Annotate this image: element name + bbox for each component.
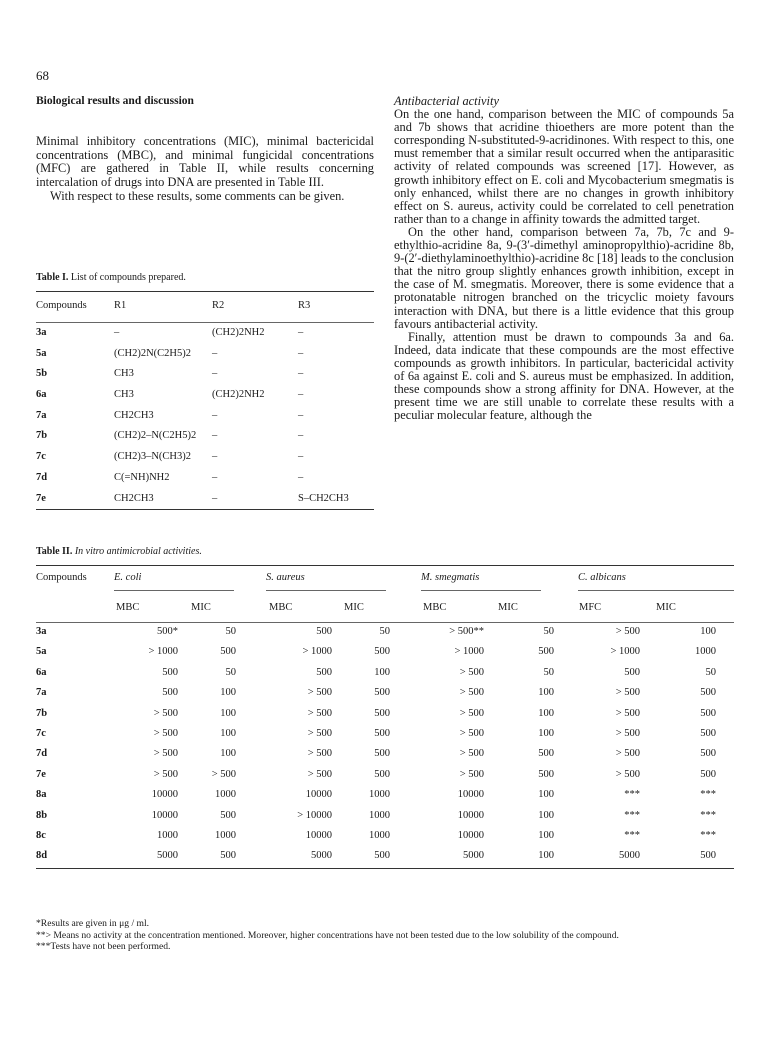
mbc-value: 500* (157, 626, 178, 637)
right-paragraph-3: Finally, attention must be drawn to compounds 3a and 6a. Indeed, data indicate that these compounds are the most effective compounds as growth inhibitors. In particular, bactericidal activity of 6a against E. coli and S. aureus must be emphasized. In addition, these compounds show a strong affinity for DNA. However, at the present time we are still unable to correlate these results with a peculiar molecular feature, although the (394, 329, 734, 423)
compound-id: 8c (36, 829, 46, 841)
table-row (36, 323, 374, 344)
mic-value: > 500 (211, 768, 236, 780)
table-row (36, 489, 374, 510)
mbc-value: > 500 (459, 768, 484, 780)
substituent-cell: – (212, 451, 218, 463)
mbc-value: 500 (162, 687, 178, 699)
column-header: MIC (191, 602, 211, 613)
mbc-value: 10000 (457, 809, 484, 821)
substituent-cell: – (212, 471, 218, 483)
mbc-value: 500 (316, 626, 332, 637)
mbc-value: 5000 (619, 850, 640, 862)
organism-header: M. smegmatis (421, 572, 480, 583)
table-row (36, 705, 734, 725)
left-paragraph-2: With respect to these results, some comments can be given. (50, 188, 345, 203)
substituent-cell: C(=NH)NH2 (114, 471, 170, 483)
substituent-cell: (CH2)2N(C2H5)2 (114, 347, 191, 359)
mic-value: 100 (538, 789, 554, 801)
table-2-group-header (36, 566, 734, 596)
mic-value: 500 (700, 707, 716, 719)
compound-id: 7b (36, 707, 48, 719)
compound-id: 8b (36, 809, 48, 821)
substituent-cell: – (298, 368, 304, 380)
substituent-cell: – (298, 451, 304, 463)
table-row (36, 643, 734, 663)
mbc-value: > 1000 (610, 646, 640, 658)
mic-value: 500 (374, 707, 390, 719)
substituent-cell: – (114, 327, 120, 338)
table-row (36, 364, 374, 385)
column-header: MIC (344, 602, 364, 613)
substituent-cell: – (298, 471, 304, 483)
mic-value: 100 (538, 809, 554, 821)
compound-id: 8d (36, 850, 48, 862)
mbc-value: > 500** (449, 626, 484, 637)
compound-id: 6a (36, 389, 47, 401)
substituent-cell: – (298, 327, 304, 338)
mic-value: 50 (543, 666, 554, 678)
left-paragraph-1: Minimal inhibitory concentrations (MIC), minimal bactericidal concentrations (MBC), and minimal fungicidal concentrations (MFC) are gathered in Table II, while results concerning intercalation of drugs into DNA are presented in Table III. (36, 133, 374, 190)
mic-value: *** (700, 809, 716, 821)
mbc-value: 10000 (305, 789, 332, 801)
page-number: 68 (36, 68, 49, 83)
mic-value: 100 (374, 666, 390, 678)
footnote: ***Tests have not been performed. (36, 941, 171, 952)
compound-id: 7a (36, 687, 47, 699)
mic-value: 50 (225, 666, 236, 678)
mbc-value: > 500 (307, 768, 332, 780)
column-header: MBC (423, 602, 447, 613)
compound-id: 8a (36, 789, 47, 801)
compound-id: 7e (36, 492, 46, 504)
table-row (36, 426, 374, 447)
mbc-value: 500 (316, 666, 332, 678)
mbc-value: > 500 (459, 707, 484, 719)
column-header: MIC (656, 602, 676, 613)
mic-value: 1000 (369, 789, 390, 801)
column-header: R3 (298, 300, 311, 311)
section-heading: Biological results and discussion (36, 95, 194, 107)
substituent-cell: (CH2)2–N(C2H5)2 (114, 430, 197, 442)
table-1 (36, 272, 374, 510)
substituent-cell: CH2CH3 (114, 409, 154, 421)
right-paragraph-1: On the one hand, comparison between the MIC of compounds 5a and 7b shows that acridine thioethers are more potent than the corresponding N-substituted-9-acridinones. With respect to this, one must remember that a similar result occurred when the antiparasitic activity of related compounds was screened [17]. However, as growth inhibitory effect on E. coli and Mycobacterium smegmatis is only enhanced, whilst there are no changes in growth inhibitory effect on S. aureus, activity could be correlated to cell penetration rather than to a change in affinity towards the admitted target. (394, 107, 734, 226)
substituent-cell: (CH2)2NH2 (212, 389, 265, 401)
mbc-value: > 500 (615, 687, 640, 699)
substituent-cell: – (212, 409, 218, 421)
compound-id: 6a (36, 666, 47, 678)
compound-id: 7c (36, 727, 46, 739)
mic-value: 500 (374, 687, 390, 699)
mic-value: 1000 (215, 829, 236, 841)
mic-value: 100 (220, 687, 236, 699)
table-1-caption: Table I. List of compounds prepared. (36, 272, 186, 283)
column-header: Compounds (36, 300, 87, 311)
mic-value: 100 (538, 727, 554, 739)
table-row (36, 684, 734, 704)
column-header: MBC (269, 602, 293, 613)
substituent-cell: (CH2)2NH2 (212, 327, 265, 338)
mbc-value: > 500 (615, 626, 640, 637)
mbc-value: > 500 (153, 727, 178, 739)
mbc-value: > 10000 (297, 809, 332, 821)
table-2-caption: Table II. In vitro antimicrobial activities. (36, 546, 202, 557)
mic-value: 500 (374, 850, 390, 862)
compound-id: 5a (36, 646, 47, 658)
compound-id: 7d (36, 748, 48, 760)
left-column (36, 95, 374, 204)
compound-id: 3a (36, 626, 47, 637)
mic-value: 100 (700, 626, 716, 637)
mic-value: 500 (700, 768, 716, 780)
substituent-cell: – (298, 389, 304, 401)
mic-value: 500 (700, 687, 716, 699)
substituent-cell: – (298, 409, 304, 421)
mbc-value: > 500 (615, 727, 640, 739)
footnote: **> Means no activity at the concentration mentioned. Moreover, higher concentrations have not been tested due to the low solubility of the compound. (36, 929, 619, 941)
right-column (394, 95, 734, 422)
mic-value: 1000 (369, 809, 390, 821)
organism-header: E. coli (114, 572, 142, 583)
table-row (36, 847, 734, 867)
column-header: Compounds (36, 572, 87, 583)
mic-value: 500 (538, 646, 554, 658)
mic-value: 500 (374, 748, 390, 760)
subsection-heading: Antibacterial activity (394, 94, 499, 108)
mic-value: 100 (220, 748, 236, 760)
table-row (36, 745, 734, 765)
mbc-value: *** (624, 829, 640, 841)
organism-header: S. aureus (266, 572, 305, 583)
mbc-value: 10000 (305, 829, 332, 841)
mic-value: 500 (538, 748, 554, 760)
mbc-value: > 1000 (148, 646, 178, 658)
column-header: MFC (579, 602, 602, 613)
mbc-value: 10000 (457, 829, 484, 841)
substituent-cell: – (212, 347, 218, 359)
right-paragraph-2: On the other hand, comparison between 7a, 7b, 7c and 9-ethylthio-acridine 8a, 9-(3′-dimethyl aminopropylthio)-acridine 8b, 9-(2′-diethylaminoethylthio)-acridine 8c [18] leads to the conclusion that the nitro group slightly enhances growth inhibition, except in the case of M. smegmatis. Moreover, there is some evidence that a protonatable nitrogen branched on the tricyclic moiety favours interaction with DNA, but there is a little evidence that this group favours antibacterial activity. (394, 224, 734, 331)
table-row (36, 664, 734, 684)
mbc-value: *** (624, 789, 640, 801)
table-row (36, 385, 374, 406)
mbc-value: > 500 (153, 748, 178, 760)
mic-value: 500 (700, 850, 716, 862)
mic-value: *** (700, 829, 716, 841)
table-row (36, 623, 734, 643)
mbc-value: 5000 (311, 850, 332, 862)
mbc-value: 10000 (151, 809, 178, 821)
mbc-value: > 500 (459, 666, 484, 678)
mbc-value: > 500 (307, 687, 332, 699)
mbc-value: > 500 (615, 707, 640, 719)
column-header: MIC (498, 602, 518, 613)
table-row (36, 807, 734, 827)
compound-id: 7e (36, 768, 46, 780)
mic-value: 500 (220, 809, 236, 821)
substituent-cell: (CH2)3–N(CH3)2 (114, 451, 191, 463)
substituent-cell: CH2CH3 (114, 492, 154, 504)
mbc-value: > 500 (459, 687, 484, 699)
substituent-cell: S–CH2CH3 (298, 492, 349, 504)
table-row (36, 344, 374, 365)
mic-value: 100 (538, 829, 554, 841)
mic-value: 100 (220, 707, 236, 719)
mbc-value: > 500 (459, 748, 484, 760)
mbc-value: 1000 (157, 829, 178, 841)
table-1-header (36, 292, 374, 322)
mbc-value: > 500 (615, 748, 640, 760)
mbc-value: 5000 (157, 850, 178, 862)
mic-value: 500 (220, 646, 236, 658)
mic-value: 500 (220, 850, 236, 862)
mic-value: 100 (220, 727, 236, 739)
mic-value: 50 (543, 626, 554, 637)
column-header: MBC (116, 602, 140, 613)
mbc-value: 500 (624, 666, 640, 678)
table-footnotes (36, 918, 734, 953)
table-row (36, 827, 734, 847)
mbc-value: > 500 (459, 727, 484, 739)
mbc-value: 10000 (457, 789, 484, 801)
mic-value: 100 (538, 687, 554, 699)
mbc-value: > 500 (307, 727, 332, 739)
compound-id: 7c (36, 451, 46, 463)
substituent-cell: – (212, 430, 218, 442)
mbc-value: > 500 (153, 768, 178, 780)
substituent-cell: – (212, 492, 218, 504)
substituent-cell: – (212, 368, 218, 380)
mbc-value: 5000 (463, 850, 484, 862)
compound-id: 7a (36, 409, 47, 421)
mic-value: 500 (374, 727, 390, 739)
mic-value: *** (700, 789, 716, 801)
mic-value: 500 (700, 727, 716, 739)
mbc-value: 500 (162, 666, 178, 678)
mbc-value: > 1000 (454, 646, 484, 658)
mbc-value: 10000 (151, 789, 178, 801)
table-2 (36, 546, 734, 869)
column-header: R2 (212, 300, 225, 311)
mbc-value: > 500 (153, 707, 178, 719)
mbc-value: > 1000 (302, 646, 332, 658)
mic-value: 100 (538, 707, 554, 719)
mbc-value: > 500 (615, 768, 640, 780)
mbc-value: *** (624, 809, 640, 821)
substituent-cell: CH3 (114, 389, 134, 401)
compound-id: 7b (36, 430, 48, 442)
table-row (36, 786, 734, 806)
mic-value: 500 (374, 768, 390, 780)
table-row (36, 725, 734, 745)
mic-value: 1000 (369, 829, 390, 841)
footnote: *Results are given in μg / ml. (36, 918, 150, 929)
substituent-cell: – (298, 347, 304, 359)
substituent-cell: CH3 (114, 368, 134, 380)
table-1-body (36, 323, 374, 509)
compound-id: 5b (36, 368, 48, 380)
table-2-subheader (36, 596, 734, 622)
mic-value: 500 (538, 768, 554, 780)
mic-value: 50 (705, 666, 716, 678)
mic-value: 50 (225, 626, 236, 637)
mic-value: 1000 (695, 646, 716, 658)
mbc-value: > 500 (307, 748, 332, 760)
compound-id: 5a (36, 347, 47, 359)
mic-value: 100 (538, 850, 554, 862)
compound-id: 3a (36, 327, 47, 338)
table-2-body (36, 623, 734, 868)
table-row (36, 766, 734, 786)
organism-header: C. albicans (578, 572, 626, 583)
table-row (36, 406, 374, 427)
mic-value: 1000 (215, 789, 236, 801)
mic-value: 500 (374, 646, 390, 658)
column-header: R1 (114, 300, 127, 311)
compound-id: 7d (36, 471, 48, 483)
substituent-cell: – (298, 430, 304, 442)
table-row (36, 447, 374, 468)
mic-value: 500 (700, 748, 716, 760)
mbc-value: > 500 (307, 707, 332, 719)
mic-value: 50 (379, 626, 390, 637)
table-row (36, 468, 374, 489)
